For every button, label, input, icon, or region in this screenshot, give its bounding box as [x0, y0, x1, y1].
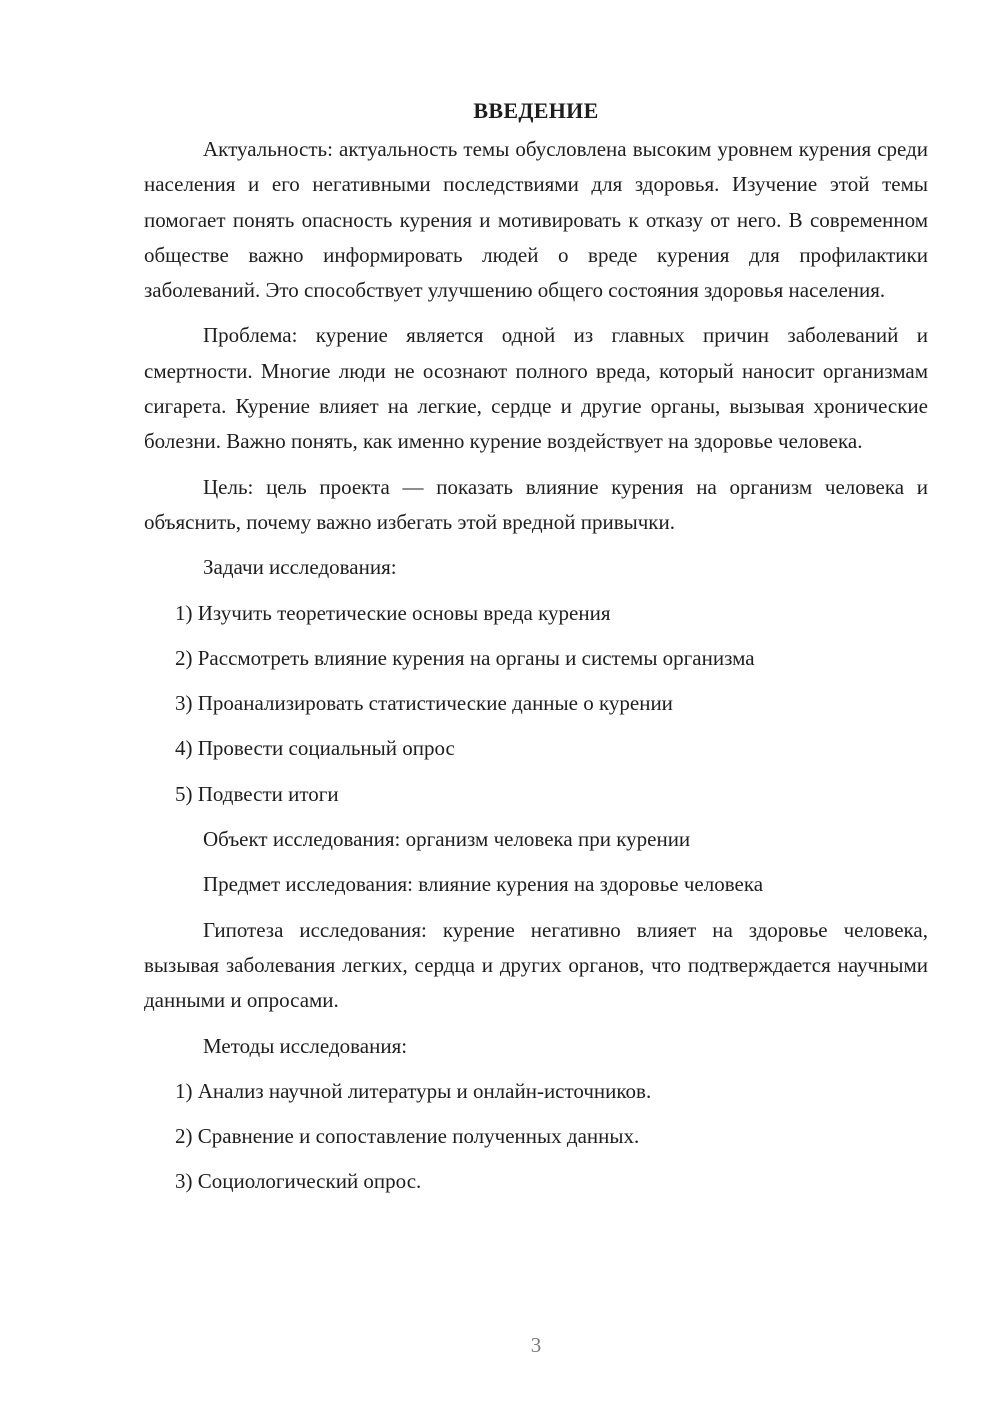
- page-number: 3: [530, 1333, 542, 1357]
- methods-list: [144, 1074, 928, 1200]
- tasks-heading: Задачи исследования:: [203, 555, 397, 580]
- list-item: 1) Изучить теоретические основы вреда курения: [175, 600, 611, 625]
- list-item: 1) Анализ научной литературы и онлайн-источников.: [175, 1078, 652, 1103]
- problem-paragraph: Проблема: курение является одной из главных причин заболеваний и смертности. Многие люди не осознают полного вреда, который наносит организмам сигарета. Курение влияет на легкие, сердце и другие органы, вызывая хронические болезни. Важно понять, как именно курение воздействует на здоровье человека.: [144, 323, 928, 454]
- relevance-paragraph: Актуальность: актуальность темы обусловлена высоким уровнем курения среди населения и его негативными последствиями для здоровья. Изучение этой темы помогает понять опасность курения и мотивировать к отказу от него. В современном обществе важно информировать людей о вреде курения для профилактики заболеваний. Это способствует улучшению общего состояния здоровья населения.: [144, 137, 928, 303]
- list-item: 5) Подвести итоги: [175, 781, 339, 806]
- list-item: 4) Провести социальный опрос: [175, 736, 455, 761]
- goal-paragraph: Цель: цель проекта — показать влияние курения на организм человека и объяснить, почему важно избегать этой вредной привычки.: [144, 474, 928, 534]
- list-item: 3) Социологический опрос.: [175, 1169, 422, 1194]
- subject-line: Предмет исследования: влияние курения на здоровье человека: [203, 872, 764, 897]
- list-item: 3) Проанализировать статистические данные о курении: [175, 691, 673, 716]
- list-item: 2) Рассмотреть влияние курения на органы и системы организма: [175, 645, 755, 670]
- page-title: ВВЕДЕНИЕ: [473, 98, 599, 123]
- list-item: 2) Сравнение и сопоставление полученных данных.: [175, 1124, 640, 1149]
- object-line: Объект исследования: организм человека при курении: [203, 827, 691, 852]
- tasks-list: [144, 596, 928, 812]
- document-page: [144, 96, 928, 1210]
- hypothesis-paragraph: Гипотеза исследования: курение негативно влияет на здоровье человека, вызывая заболевания легких, сердца и других органов, что подтверждается научными данными и опросами.: [144, 917, 928, 1013]
- methods-heading: Методы исследования:: [203, 1033, 408, 1058]
